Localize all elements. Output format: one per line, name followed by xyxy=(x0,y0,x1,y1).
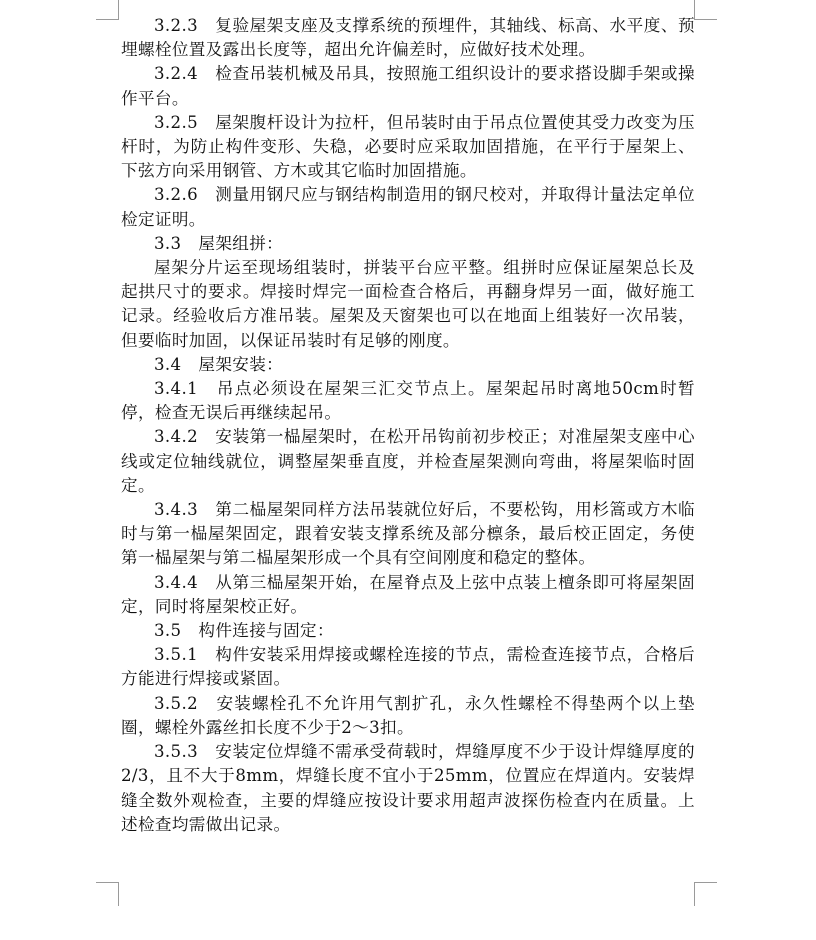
clause-3-4-1: 3.4.1 吊点必须设在屋架三汇交节点上。屋架起吊时离地50cm时暂停，检查无误后再继续起吊。 xyxy=(121,379,695,423)
clause-3-4-2: 3.4.2 安装第一榀屋架时，在松开吊钩前初步校正；对准屋架支座中心线或定位轴线就位，调整屋架垂直度，并检查屋架测向弯曲，将屋架临时固定。 xyxy=(121,427,695,495)
clause-3-5-2: 3.5.2 安装螺栓孔不允许用气割扩孔，永久性螺栓不得垫两个以上垫圈，螺栓外露丝扣长度不少于2～3扣。 xyxy=(121,693,695,737)
clause-3-2-3: 3.2.3 复验屋架支座及支撑系统的预埋件，其轴线、标高、水平度、预埋螺栓位置及露出长度等，超出允许偏差时，应做好技术处理。 xyxy=(121,16,695,60)
clause-3-2-5: 3.2.5 屋架腹杆设计为拉杆，但吊装时由于吊点位置使其受力改变为压杆时，为防止构件变形、失稳，必要时应采取加固措施，在平行于屋架上、下弦方向采用钢管、方木或其它临时加固措施。 xyxy=(121,112,695,181)
crop-mark-top-right xyxy=(694,19,717,20)
crop-mark-top-left xyxy=(96,19,119,20)
clause-3-4-3: 3.4.3 第二榀屋架同样方法吊装就位好后，不要松钩，用杉篙或方木临时与第一榀屋架固定，跟着安装支撑系统及部分檩条，最后校正固定，务使第一榀屋架与第二榀屋架形成一个具有空间刚度和稳定的整体。 xyxy=(121,500,695,568)
crop-mark-bottom-left xyxy=(118,882,119,906)
crop-mark-bottom-left xyxy=(96,882,119,883)
crop-mark-bottom-right xyxy=(694,882,717,883)
clause-3-5-3: 3.5.3 安装定位焊缝不需承受荷载时，焊缝厚度不少于设计焊缝厚度的2/3，且不大于8mm，焊缝长度不宜小于25mm，位置应在焊道内。安装焊缝全数外观检查，主要的焊缝应按设计要求用超声波探伤检查内在质量。上述检查均需做出记录。 xyxy=(121,742,695,834)
clause-3-4-4: 3.4.4 从第三榀屋架开始，在屋脊点及上弦中点装上檀条即可将屋架固定，同时将屋架校正好。 xyxy=(121,572,695,616)
section-heading-3-4: 3.4 屋架安装： xyxy=(154,354,284,374)
document-body[interactable] xyxy=(121,14,695,837)
crop-mark-bottom-right xyxy=(694,882,695,906)
clause-3-2-4: 3.2.4 检查吊装机械及吊具，按照施工组织设计的要求搭设脚手架或操作平台。 xyxy=(121,64,695,108)
crop-mark-top-left xyxy=(118,0,119,20)
clause-3-5-1: 3.5.1 构件安装采用焊接或螺栓连接的节点，需检查连接节点，合格后方能进行焊接或紧固。 xyxy=(121,645,695,689)
body-paragraph-3-3: 屋架分片运至现场组装时，拼装平台应平整。组拼时应保证屋架总长及起拱尺寸的要求。焊接时焊完一面检查合格后，再翻身焊另一面，做好施工记录。经验收后方准吊装。屋架及天窗架也可以在地面上组装好一次吊装，但要临时加固，以保证吊装时有足够的刚度。 xyxy=(121,258,695,350)
clause-3-2-6: 3.2.6 测量用钢尺应与钢结构制造用的钢尺校对，并取得计量法定单位检定证明。 xyxy=(121,185,695,229)
section-heading-3-3: 3.3 屋架组拼： xyxy=(154,233,284,253)
section-heading-3-5: 3.5 构件连接与固定： xyxy=(154,621,334,641)
